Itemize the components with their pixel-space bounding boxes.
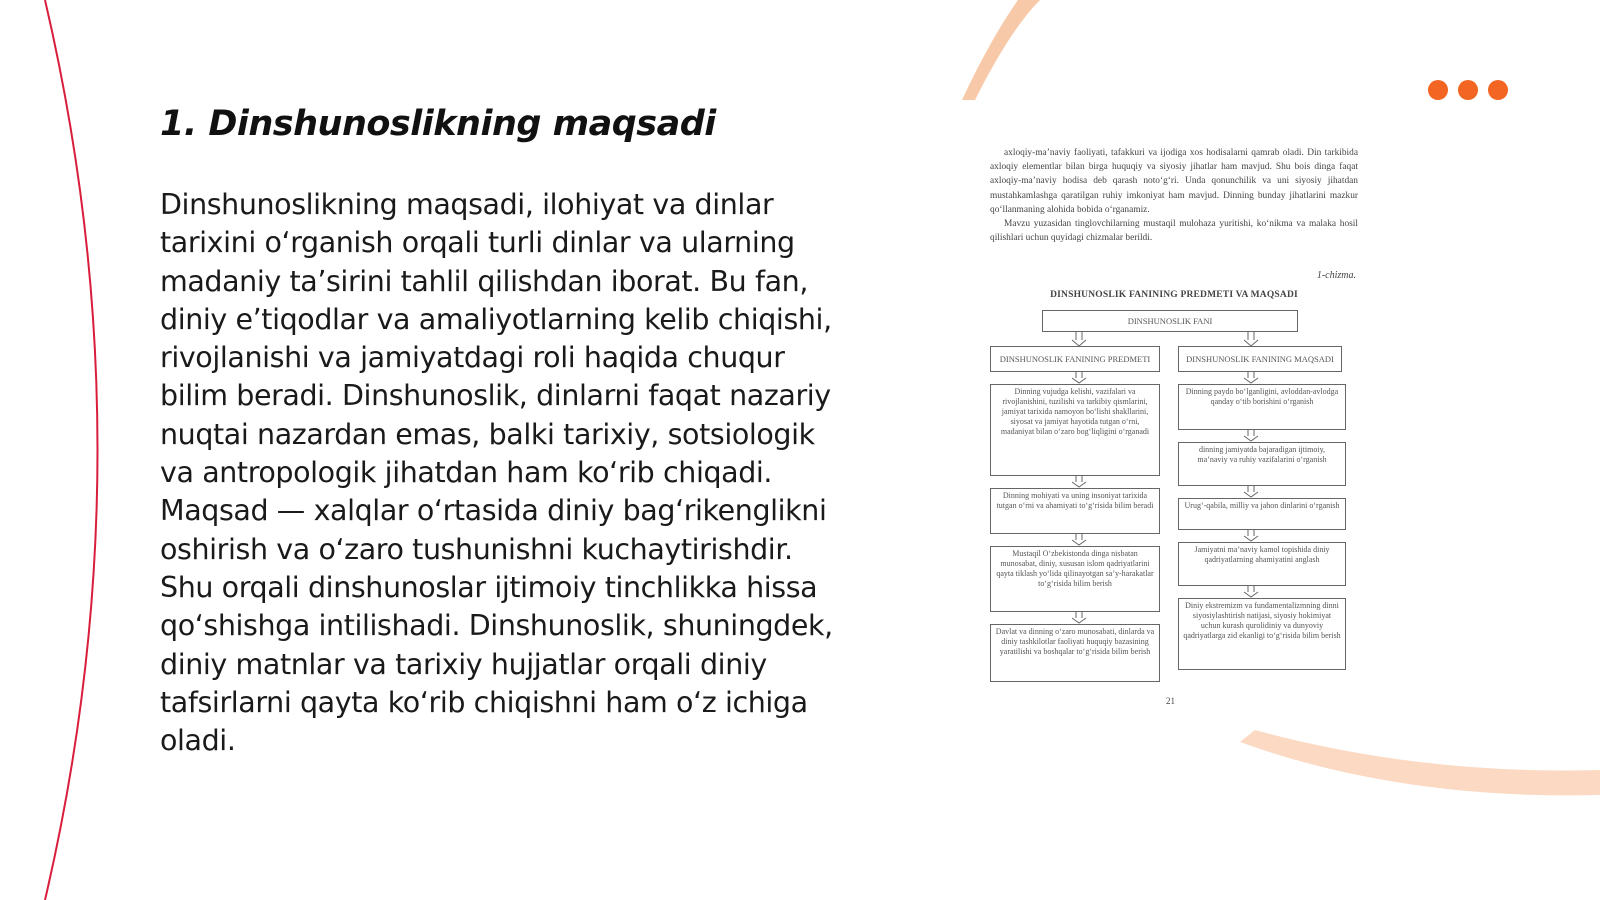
diagram-left-box: Mustaqil Oʻzbekistonda dinga nisbatan munosabat, diniy, xususan islom qadriyatlarini qayta tiklash yoʻlida qilinayotgan saʼy-harakatlar toʻgʻrisida bilim berish [990, 546, 1160, 612]
scan-paragraph: axloqiy-maʼnaviy faoliyati, tafakkuri va ijodiga xos hodisalarni qamrab oladi. Din tarkibida axloqiy elementlar bilan birga huquqiy va siyosiy jihatlar ham mavjud. Shu bois dinga faqat axloqiy-maʼnaviy hodisa deb qarash notoʻgʻri. Unda qonunchilik va uni siyosiy jihatdan mustahkamlashga qaratilgan ruhiy imkoniyat ham mavjud. Dinning bunday jihatlarini mazkur qoʻllanmaning alohida bobida oʻrganamiz. [990, 148, 1358, 215]
diagram-right-box: Urugʻ-qabila, milliy va jahon dinlarini oʻrganish [1178, 498, 1346, 530]
diagram-left-box: Dinning mohiyati va uning insoniyat tarixida tutgan oʻrni va ahamiyati toʻgʻrisida bilim beradi [990, 488, 1160, 534]
figure-title: DINSHUNOSLIK FANINING PREDMETI VA MAQSADI [1050, 290, 1298, 300]
left-curved-line [45, 0, 98, 900]
diagram-left-box: Dinning vujudga kelishi, vazifalari va rivojlanishini, tuzilishi va tarkibiy qismlarini, jamiyat tarixida namoyon boʻlishi shakllarini, siyosat va jamiyat hayotida tutgan oʻrni, madaniyat bilan oʻzaro bogʻliqligini oʻrganadi [990, 384, 1160, 476]
diagram-right-box: dinning jamiyatda bajaradigan ijtimoiy, maʼnaviy va ruhiy vazifalarini oʻrganish [1178, 442, 1346, 486]
dot-icon [1428, 80, 1448, 100]
textbook-page-image [990, 146, 1358, 714]
diagram-right-head: DINSHUNOSLIK FANINING MAQSADI [1178, 346, 1342, 372]
diagram-root-box: DINSHUNOSLIK FANI [1042, 310, 1298, 332]
diagram-right-box: Dinning paydo boʻlganligini, avloddan-avlodga qanday oʻtib borishini oʻrganish [1178, 384, 1346, 430]
three-dots-icon [1428, 80, 1508, 100]
top-orange-swoosh [962, 0, 1040, 100]
diagram-left-head: DINSHUNOSLIK FANINING PREDMETI [990, 346, 1160, 372]
slide-title: 1. Dinshunoslikning maqsadi [160, 104, 716, 144]
dot-icon [1488, 80, 1508, 100]
dot-icon [1458, 80, 1478, 100]
slide-body-text: Dinshunoslikning maqsadi, ilohiyat va dinlar tarixini oʻrganish orqali turli dinlar va ularning madaniy taʼsirini tahlil qilishdan iborat. Bu fan, diniy eʼtiqodlar va amaliyotlarning kelib chiqishi, rivojlanishi va jamiyatdagi roli haqida chuqur bilim beradi. Dinshunoslik, dinlarni faqat nazariy nuqtai nazardan emas, balki tarixiy, sotsiologik va antropologik jihatdan ham koʻrib chiqadi. Maqsad — xalqlar oʻrtasida diniy bagʻrikenglikni oshirish va oʻzaro tushunishni kuchaytirishdir. Shu orqali dinshunoslar ijtimoiy tinchlikka hissa qoʻshishga intilishadi. Dinshunoslik, shuningdek, diniy matnlar va tarixiy hujjatlar orqali diniy tafsirlarni qayta koʻrib chiqishni ham oʻz ichiga oladi. [160, 188, 833, 758]
page-number: 21 [1166, 696, 1175, 706]
figure-label: 1-chizma. [1316, 270, 1356, 281]
diagram-right-box: Jamiyatni maʼnaviy kamol topishida diniy qadriyatlarning ahamiyatini anglash [1178, 542, 1346, 586]
diagram-left-box: Davlat va dinning oʻzaro munosabati, dinlarda va diniy tashkilotlar faoliyati huquqiy bazasining yaratilishi va boshqalar toʻgʻrisida bilim berish [990, 624, 1160, 682]
diagram-right-box: Diniy ekstremizm va fundamentalizmning dinni siyosiylashtirish natijasi, siyosiy hokimiyat uchun kurash qurolidiniy va dunyoviy qadriyatlarga zid ekanligi toʻgʻrisida bilim berish [1178, 598, 1346, 670]
scan-paragraph: Mavzu yuzasidan tinglovchilarning mustaqil mulohaza yuritishi, koʻnikma va malaka hosil qilishlari uchun quyidagi chizmalar berildi. [990, 219, 1358, 244]
bottom-orange-swoosh [1240, 730, 1600, 795]
